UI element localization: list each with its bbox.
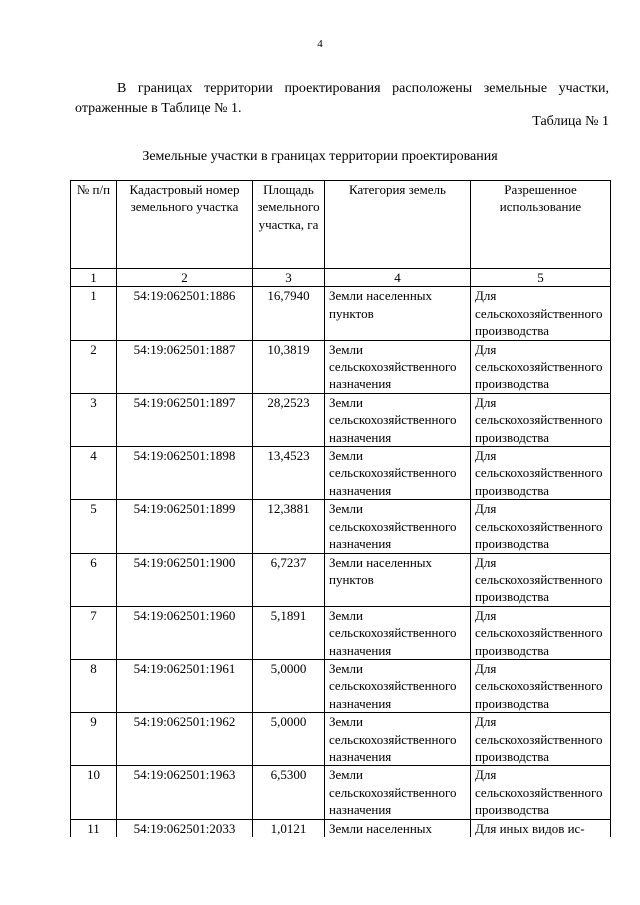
- table-header-row: [71, 181, 611, 269]
- table-row: [71, 500, 611, 553]
- header-area: Площадь земельного участка, га: [253, 181, 325, 269]
- table-row: [71, 659, 611, 712]
- permitted-use: Для сельскохозяйственного производства: [471, 659, 611, 712]
- land-category: Земли населенных: [325, 819, 471, 837]
- table-row: [71, 819, 611, 837]
- plot-area: 28,2523: [253, 393, 325, 446]
- table-row: [71, 713, 611, 766]
- table-label: Таблица № 1: [532, 114, 609, 129]
- plot-area: 5,0000: [253, 713, 325, 766]
- land-plots-table: [70, 180, 611, 837]
- land-category: Земли сельскохозяйственного назначения: [325, 447, 471, 500]
- land-category: Земли сельскохозяйственного назначения: [325, 766, 471, 819]
- table-row: [71, 287, 611, 340]
- cadastral-number: 54:19:062501:1962: [117, 713, 253, 766]
- row-number: 6: [71, 553, 117, 606]
- table-title: Земельные участки в границах территории проектирования: [142, 149, 498, 164]
- plot-area: 16,7940: [253, 287, 325, 340]
- permitted-use: Для сельскохозяйственного производства: [471, 287, 611, 340]
- land-category: Земли сельскохозяйственного назначения: [325, 393, 471, 446]
- column-number-row: [71, 269, 611, 287]
- table-row: [71, 393, 611, 446]
- land-category: Земли сельскохозяйственного назначения: [325, 659, 471, 712]
- column-number: 1: [71, 269, 117, 287]
- permitted-use: Для сельскохозяйственного производства: [471, 553, 611, 606]
- plot-area: 6,7237: [253, 553, 325, 606]
- row-number: 9: [71, 713, 117, 766]
- column-number: 3: [253, 269, 325, 287]
- table-row: [71, 766, 611, 819]
- cadastral-number: 54:19:062501:1900: [117, 553, 253, 606]
- row-number: 3: [71, 393, 117, 446]
- column-number: 5: [471, 269, 611, 287]
- land-category: Земли сельскохозяйственного назначения: [325, 500, 471, 553]
- plot-area: 13,4523: [253, 447, 325, 500]
- permitted-use: Для иных видов ис-: [471, 819, 611, 837]
- cadastral-number: 54:19:062501:1963: [117, 766, 253, 819]
- land-category: Земли сельскохозяйственного назначения: [325, 340, 471, 393]
- permitted-use: Для сельскохозяйственного производства: [471, 713, 611, 766]
- plot-area: 10,3819: [253, 340, 325, 393]
- row-number: 1: [71, 287, 117, 340]
- permitted-use: Для сельскохозяйственного производства: [471, 606, 611, 659]
- row-number: 8: [71, 659, 117, 712]
- header-use: Разрешенное использование: [471, 181, 611, 269]
- row-number: 7: [71, 606, 117, 659]
- table-row: [71, 447, 611, 500]
- row-number: 4: [71, 447, 117, 500]
- land-category: Земли населенных пунктов: [325, 553, 471, 606]
- cadastral-number: 54:19:062501:1898: [117, 447, 253, 500]
- row-number: 11: [71, 819, 117, 837]
- column-number: 4: [325, 269, 471, 287]
- page-number: 4: [317, 38, 323, 50]
- intro-paragraph: В границах территории проектирования расположены земельные участки, отраженные в Таблице № 1.: [75, 81, 609, 116]
- permitted-use: Для сельскохозяйственного производства: [471, 447, 611, 500]
- cadastral-number: 54:19:062501:1960: [117, 606, 253, 659]
- plot-area: 12,3881: [253, 500, 325, 553]
- cadastral-number: 54:19:062501:1961: [117, 659, 253, 712]
- cadastral-number: 54:19:062501:1897: [117, 393, 253, 446]
- cadastral-number: 54:19:062501:2033: [117, 819, 253, 837]
- table-row: [71, 340, 611, 393]
- land-category: Земли сельскохозяйственного назначения: [325, 606, 471, 659]
- row-number: 5: [71, 500, 117, 553]
- row-number: 2: [71, 340, 117, 393]
- header-category: Категория земель: [325, 181, 471, 269]
- land-category: Земли населенных пунктов: [325, 287, 471, 340]
- table-row: [71, 606, 611, 659]
- permitted-use: Для сельскохозяйственного производства: [471, 340, 611, 393]
- plot-area: 6,5300: [253, 766, 325, 819]
- header-number: № п/п: [71, 181, 117, 269]
- cadastral-number: 54:19:062501:1899: [117, 500, 253, 553]
- land-category: Земли сельскохозяйственного назначения: [325, 713, 471, 766]
- permitted-use: Для сельскохозяйственного производства: [471, 500, 611, 553]
- column-number: 2: [117, 269, 253, 287]
- header-cadastral: Кадастровый номер земельного участка: [117, 181, 253, 269]
- permitted-use: Для сельскохозяйственного производства: [471, 393, 611, 446]
- plot-area: 5,0000: [253, 659, 325, 712]
- permitted-use: Для сельскохозяйственного производства: [471, 766, 611, 819]
- cadastral-number: 54:19:062501:1887: [117, 340, 253, 393]
- plot-area: 5,1891: [253, 606, 325, 659]
- row-number: 10: [71, 766, 117, 819]
- cadastral-number: 54:19:062501:1886: [117, 287, 253, 340]
- plot-area: 1,0121: [253, 819, 325, 837]
- table-row: [71, 553, 611, 606]
